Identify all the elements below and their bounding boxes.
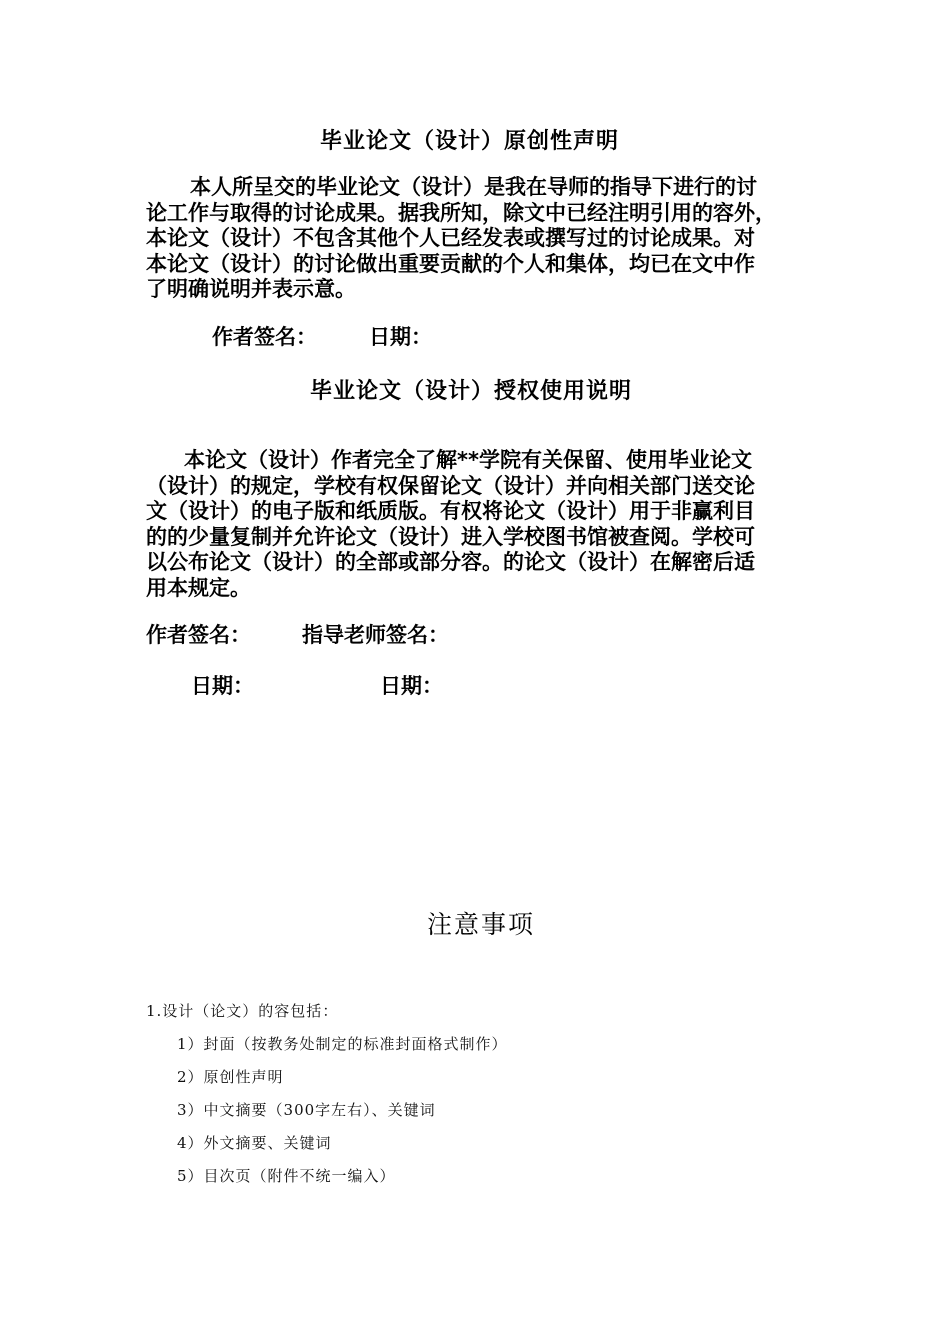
notes-item: 1）封面（按教务处制定的标准封面格式制作）: [177, 1035, 508, 1053]
authorization-line: （设计）的规定，学校有权保留论文（设计）并向相关部门送交论: [146, 473, 755, 498]
declaration-line: 本人所呈交的毕业论文（设计）是我在导师的指导下进行的讨: [190, 175, 757, 199]
declaration-line: 了明确说明并表示意。: [146, 277, 356, 301]
declaration-line: 本论文（设计）的讨论做出重要贡献的个人和集体，均已在文中作: [146, 251, 755, 276]
declaration-title: 毕业论文（设计）原创性声明: [320, 129, 620, 154]
declaration-paragraph: [146, 175, 806, 303]
authorization-line: 本论文（设计）作者完全了解**学院有关保留、使用毕业论文: [184, 448, 752, 472]
authorization-line: 的的少量复制并允许论文（设计）进入学校图书馆被查阅。学校可: [146, 524, 755, 549]
authorization-advisor-date-label: 日期：: [380, 674, 443, 698]
authorization-title: 毕业论文（设计）授权使用说明: [310, 379, 633, 404]
authorization-line: 文（设计）的电子版和纸质版。有权将论文（设计）用于非赢利目: [146, 499, 755, 523]
authorization-author-date-label: 日期：: [191, 674, 254, 698]
authorization-line: 以公布论文（设计）的全部或部分容。的论文（设计）在解密后适: [146, 550, 755, 574]
declaration-author-signature-label: 作者签名：: [212, 325, 317, 349]
authorization-advisor-signature-label: 指导老师签名：: [302, 623, 449, 647]
authorization-paragraph: [146, 448, 806, 601]
notes-item: 3）中文摘要（300字左右）、关键词: [177, 1101, 436, 1119]
notes-item: 4）外文摘要、关键词: [177, 1134, 332, 1152]
authorization-line: 用本规定。: [146, 575, 251, 600]
notes-item: 5）目次页（附件不统一编入）: [177, 1167, 396, 1185]
declaration-line: 本论文（设计）不包含其他个人已经发表或撰写过的讨论成果。对: [146, 226, 755, 250]
declaration-date-label: 日期：: [369, 325, 432, 349]
declaration-line: 论工作与取得的讨论成果。据我所知，除文中已经注明引用的容外，: [146, 200, 776, 225]
notes-title: 注意事项: [427, 910, 536, 939]
notes-intro: 1.设计（论文）的容包括：: [146, 1002, 339, 1020]
authorization-author-signature-label: 作者签名：: [146, 623, 251, 647]
notes-item: 2）原创性声明: [177, 1068, 284, 1086]
